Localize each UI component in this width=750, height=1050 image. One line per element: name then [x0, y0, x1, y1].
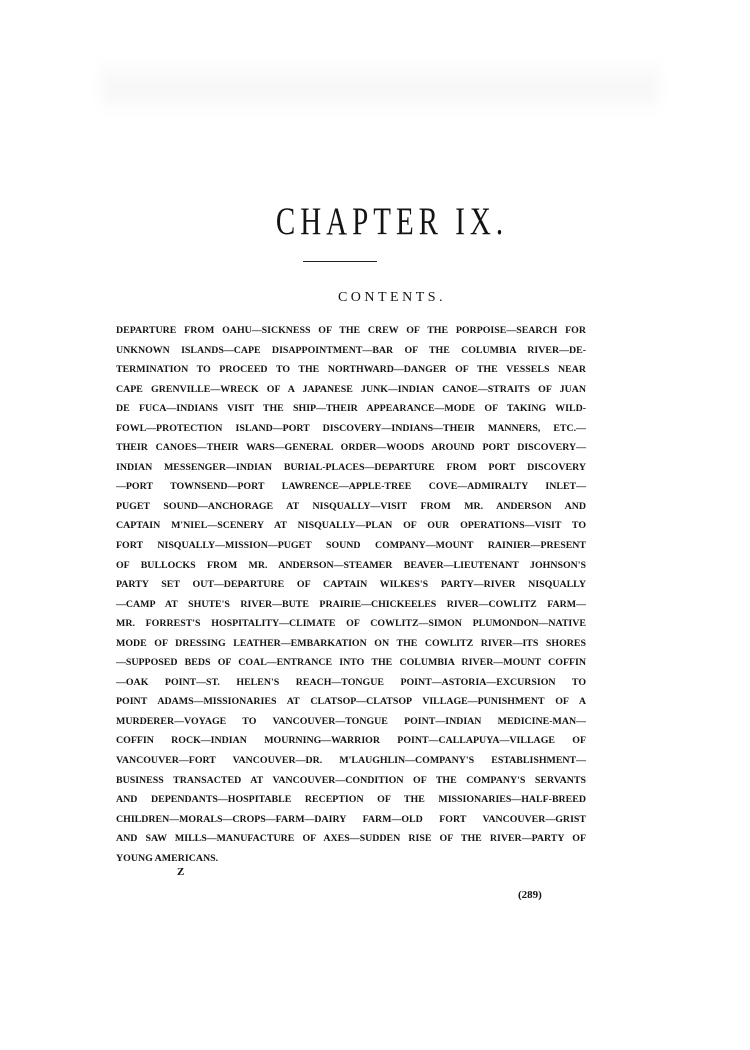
contents-line: PARTY SET OUT—DEPARTURE OF CAPTAIN WILKES'S PARTY—RIVER NISQUALLY: [116, 579, 586, 591]
contents-line: COFFIN ROCK—INDIAN MOURNING—WARRIOR POINT—CALLAPUYA—VILLAGE OF: [116, 735, 586, 747]
contents-line: AND SAW MILLS—MANUFACTURE OF AXES—SUDDEN RISE OF THE RIVER—PARTY OF: [116, 833, 586, 845]
chapter-heading: CHAPTER IX.: [275, 200, 509, 244]
contents-line: CAPE GRENVILLE—WRECK OF A JAPANESE JUNK—INDIAN CANOE—STRAITS OF JUAN: [116, 383, 586, 395]
contents-line: DEPARTURE FROM OAHU—SICKNESS OF THE CREW OF THE PORPOISE—SEARCH FOR: [116, 325, 586, 336]
contents-line: INDIAN MESSENGER—INDIAN BURIAL-PLACES—DEPARTURE FROM PORT DISCOVERY: [116, 461, 586, 473]
show-through-shadow: [100, 55, 660, 115]
contents-line: PUGET SOUND—ANCHORAGE AT NISQUALLY—VISIT FROM MR. ANDERSON AND: [116, 500, 586, 512]
contents-line: UNKNOWN ISLANDS—CAPE DISAPPOINTMENT—BAR OF THE COLUMBIA RIVER—DE-: [116, 344, 586, 356]
contents-line: MR. FORREST'S HOSPITALITY—CLIMATE OF COWLITZ—SIMON PLUMONDON—NATIVE: [116, 618, 586, 630]
contents-line: —OAK POINT—ST. HELEN'S REACH—TONGUE POINT—ASTORIA—EXCURSION TO: [116, 676, 586, 688]
contents-line: AND DEPENDANTS—HOSPITABLE RECEPTION OF THE MISSIONARIES—HALF-BREED: [116, 794, 586, 806]
contents-line: MURDERER—VOYAGE TO VANCOUVER—TONGUE POINT—INDIAN MEDICINE-MAN—: [116, 715, 586, 727]
contents-line: CHILDREN—MORALS—CROPS—FARM—DAIRY FARM—OLD FORT VANCOUVER—GRIST: [116, 813, 586, 825]
contents-heading: CONTENTS.: [337, 290, 447, 305]
contents-line: FORT NISQUALLY—MISSION—PUGET SOUND COMPANY—MOUNT RAINIER—PRESENT: [116, 540, 586, 552]
page-number: (289): [518, 889, 542, 901]
contents-line: THEIR CANOES—THEIR WARS—GENERAL ORDER—WOODS AROUND PORT DISCOVERY—: [116, 442, 586, 454]
contents-line: DE FUCA—INDIANS VISIT THE SHIP—THEIR APPEARANCE—MODE OF TAKING WILD-: [116, 403, 586, 415]
decorative-rule: [303, 261, 377, 262]
contents-line: POINT ADAMS—MISSIONARIES AT CLATSOP—CLATSOP VILLAGE—PUNISHMENT OF A: [116, 696, 586, 708]
contents-line: YOUNG AMERICANS.: [116, 852, 219, 864]
contents-paragraph: [116, 321, 586, 868]
contents-line: BUSINESS TRANSACTED AT VANCOUVER—CONDITION OF THE COMPANY'S SERVANTS: [116, 774, 586, 786]
contents-line: VANCOUVER—FORT VANCOUVER—DR. M'LAUGHLIN—COMPANY'S ESTABLISHMENT—: [116, 755, 586, 767]
contents-line: FOWL—PROTECTION ISLAND—PORT DISCOVERY—INDIANS—THEIR MANNERS, ETC.—: [116, 422, 586, 434]
contents-line: MODE OF DRESSING LEATHER—EMBARKATION ON THE COWLITZ RIVER—ITS SHORES: [116, 637, 586, 649]
contents-line: —CAMP AT SHUTE'S RIVER—BUTE PRAIRIE—CHICKEELES RIVER—COWLITZ FARM—: [116, 598, 586, 610]
contents-line: CAPTAIN M'NIEL—SCENERY AT NISQUALLY—PLAN OF OUR OPERATIONS—VISIT TO: [116, 520, 586, 532]
signature-mark: Z: [177, 866, 185, 878]
contents-line: TERMINATION TO PROCEED TO THE NORTHWARD—DANGER OF THE VESSELS NEAR: [116, 364, 586, 376]
contents-line: —SUPPOSED BEDS OF COAL—ENTRANCE INTO THE COLUMBIA RIVER—MOUNT COFFIN: [116, 657, 586, 669]
contents-line: —PORT TOWNSEND—PORT LAWRENCE—APPLE-TREE COVE—ADMIRALTY INLET—: [116, 481, 586, 493]
contents-line: OF BULLOCKS FROM MR. ANDERSON—STEAMER BEAVER—LIEUTENANT JOHNSON'S: [116, 559, 586, 571]
